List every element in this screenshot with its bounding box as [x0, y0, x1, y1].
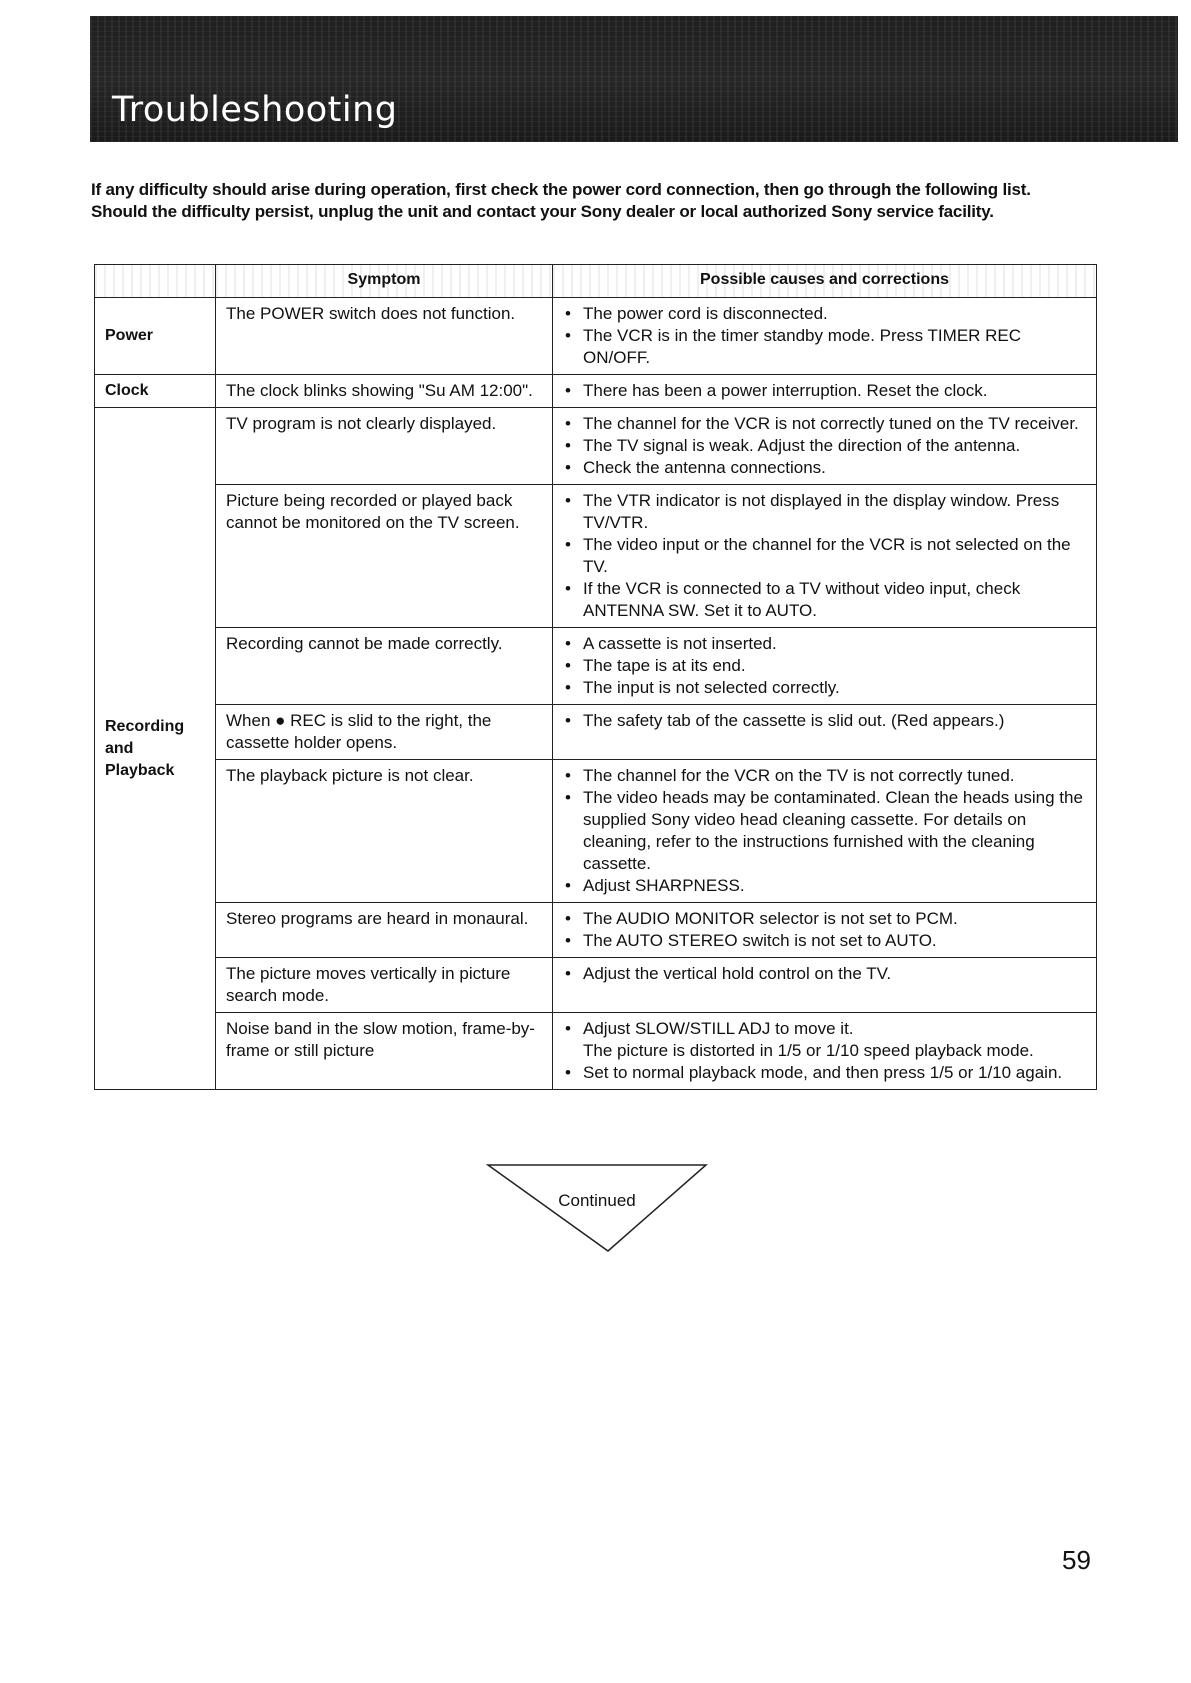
- cause-item: • If the VCR is connected to a TV without video input, check ANTENNA SW. Set it to AUTO.: [563, 578, 1086, 622]
- intro-line-1: If any difficulty should arise during operation, first check the power cord connection, then go through the following list.: [91, 180, 1031, 199]
- cause-item: • The AUTO STEREO switch is not set to AUTO.: [563, 930, 1086, 952]
- symptom-cell: When ● REC is slid to the right, the cassette holder opens.: [216, 705, 553, 760]
- header-symptom: Symptom: [216, 265, 553, 298]
- causes-cell: [553, 298, 1097, 375]
- continued-label: Continued: [558, 1191, 636, 1210]
- symptom-cell: Picture being recorded or played back cannot be monitored on the TV screen.: [216, 485, 553, 628]
- cause-item: • Adjust SHARPNESS.: [563, 875, 1086, 897]
- table-row: [95, 705, 1097, 760]
- category-clock: Clock: [95, 375, 216, 408]
- header-causes: Possible causes and corrections: [553, 265, 1097, 298]
- cause-item: • The VTR indicator is not displayed in the display window. Press TV/VTR.: [563, 490, 1086, 534]
- table-row: [95, 760, 1097, 903]
- cause-item: • The input is not selected correctly.: [563, 677, 1086, 699]
- table-row: [95, 408, 1097, 485]
- symptom-cell: TV program is not clearly displayed.: [216, 408, 553, 485]
- cause-item: • Check the antenna connections.: [563, 457, 1086, 479]
- cause-item: • The safety tab of the cassette is slid out. (Red appears.): [563, 710, 1086, 732]
- category-recording-line-1: Recording: [105, 717, 185, 735]
- table-row: [95, 298, 1097, 375]
- causes-cell: [553, 760, 1097, 903]
- cause-item: • The tape is at its end.: [563, 655, 1086, 677]
- intro-line-2: Should the difficulty persist, unplug the unit and contact your Sony dealer or local authorized Sony service facility.: [91, 202, 994, 221]
- causes-cell: [553, 485, 1097, 628]
- cause-item: • Adjust SLOW/STILL ADJ to move it.: [563, 1018, 1086, 1040]
- table-row: [95, 958, 1097, 1013]
- causes-cell: [553, 958, 1097, 1013]
- causes-cell: [553, 903, 1097, 958]
- page-number: 59: [1062, 1545, 1091, 1575]
- table-row: [95, 628, 1097, 705]
- cause-item: • The AUDIO MONITOR selector is not set to PCM.: [563, 908, 1086, 930]
- causes-cell: [553, 375, 1097, 408]
- table-row: [95, 903, 1097, 958]
- causes-cell: [553, 628, 1097, 705]
- category-power: Power: [95, 298, 216, 375]
- cause-item: • The TV signal is weak. Adjust the direction of the antenna.: [563, 435, 1086, 457]
- cause-item: The picture is distorted in 1/5 or 1/10 speed playback mode.: [583, 1041, 1034, 1060]
- symptom-cell: The clock blinks showing "Su AM 12:00".: [216, 375, 553, 408]
- title-banner: [90, 16, 1178, 142]
- intro-text: [91, 179, 1111, 223]
- cause-item: • A cassette is not inserted.: [563, 633, 1086, 655]
- symptom-cell: The playback picture is not clear.: [216, 760, 553, 903]
- table-row: [95, 1013, 1097, 1090]
- category-recording-line-2: and: [105, 739, 134, 757]
- cause-item: • The video input or the channel for the VCR is not selected on the TV.: [563, 534, 1086, 578]
- cause-item: • The channel for the VCR on the TV is not correctly tuned.: [563, 765, 1086, 787]
- symptom-cell: Recording cannot be made correctly.: [216, 628, 553, 705]
- category-recording-line-3: Playback: [105, 761, 175, 779]
- page-title: Troubleshooting: [112, 90, 398, 130]
- troubleshooting-table: [94, 264, 1097, 1090]
- continued-indicator: [486, 1163, 708, 1253]
- cause-item: • There has been a power interruption. Reset the clock.: [563, 380, 1086, 402]
- cause-item: • The power cord is disconnected.: [563, 303, 1086, 325]
- table-row: [95, 375, 1097, 408]
- category-recording-playback: [95, 408, 216, 1090]
- cause-item: • Adjust the vertical hold control on the TV.: [563, 963, 1086, 985]
- cause-item: • The channel for the VCR is not correctly tuned on the TV receiver.: [563, 413, 1086, 435]
- cause-item: • The video heads may be contaminated. Clean the heads using the supplied Sony video head cleaning cassette. For details on cleaning, refer to the instructions furnished with the cleaning cassette.: [563, 787, 1086, 875]
- symptom-cell: The POWER switch does not function.: [216, 298, 553, 375]
- cause-item: • The VCR is in the timer standby mode. Press TIMER REC ON/OFF.: [563, 325, 1086, 369]
- symptom-cell: Noise band in the slow motion, frame-by-frame or still picture: [216, 1013, 553, 1090]
- cause-item: • Set to normal playback mode, and then press 1/5 or 1/10 again.: [563, 1062, 1086, 1084]
- causes-cell: [553, 705, 1097, 760]
- symptom-cell: The picture moves vertically in picture search mode.: [216, 958, 553, 1013]
- table-header-row: [95, 265, 1097, 298]
- causes-cell: [553, 408, 1097, 485]
- symptom-cell: Stereo programs are heard in monaural.: [216, 903, 553, 958]
- table-row: [95, 485, 1097, 628]
- header-category: [95, 265, 216, 298]
- causes-cell: [553, 1013, 1097, 1090]
